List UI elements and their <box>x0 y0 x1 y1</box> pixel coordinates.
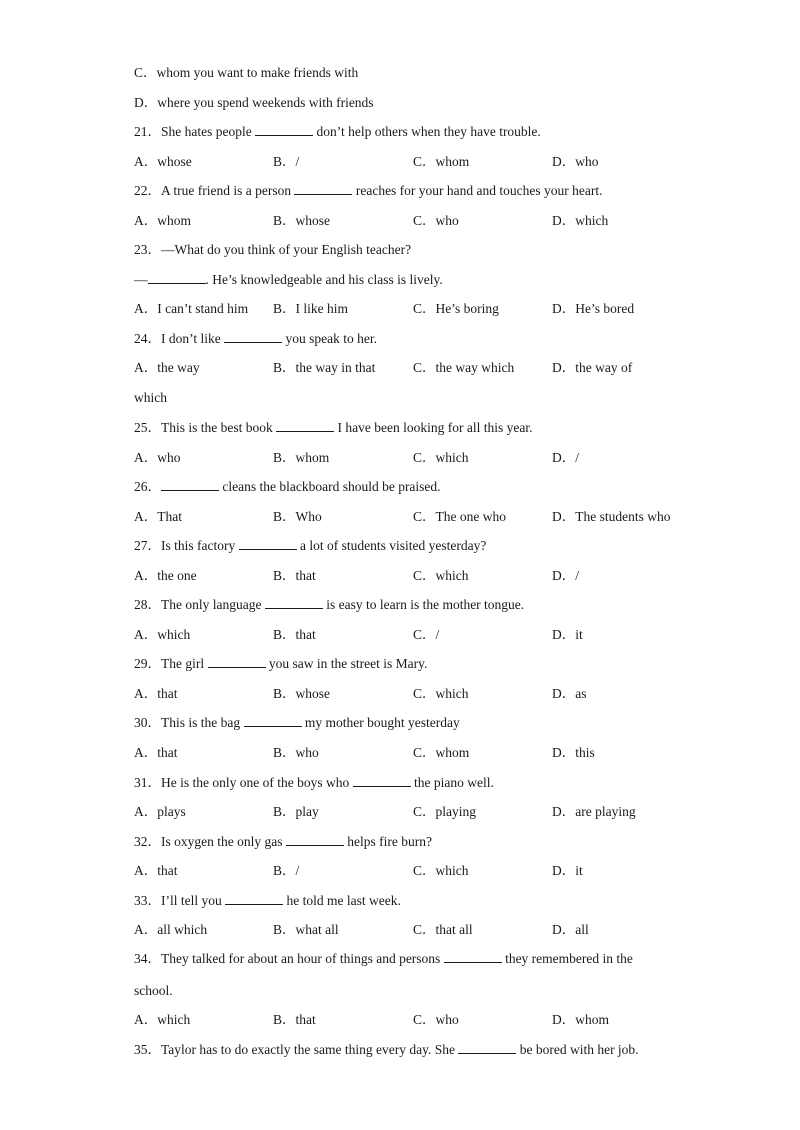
question-text-end: the piano well. <box>410 775 494 790</box>
option-c: C．the way which <box>413 360 515 375</box>
text-line <box>134 389 167 407</box>
option-b: B．/ <box>273 154 300 169</box>
answer-blank[interactable] <box>244 714 302 727</box>
answer-options <box>134 803 694 821</box>
answer-blank[interactable] <box>161 478 219 491</box>
question-text: 28．The only language <box>134 597 265 612</box>
question-line <box>134 182 603 200</box>
question-text-end: cleans the blackboard should be praised. <box>219 479 441 494</box>
question-text: 32．Is oxygen the only gas <box>134 834 286 849</box>
answer-options <box>134 153 694 171</box>
line-text: C．whom you want to make friends with <box>134 65 359 80</box>
question-line <box>134 419 532 437</box>
question-text-end: they remembered in the <box>501 951 633 966</box>
option-a: A．that <box>134 686 178 701</box>
option-b: B．whose <box>273 686 330 701</box>
line-text: D．where you spend weekends with friends <box>134 95 374 110</box>
text-line <box>134 241 411 259</box>
question-line <box>134 833 432 851</box>
answer-options <box>134 359 694 377</box>
text-line <box>134 982 173 1000</box>
question-text-end: helps fire burn? <box>343 834 432 849</box>
question-text: 25．This is the best book <box>134 420 277 435</box>
option-b: B．whose <box>273 213 330 228</box>
option-c: C．which <box>413 863 469 878</box>
question-text-end: be bored with her job. <box>516 1042 639 1057</box>
option-d: D．He’s bored <box>552 301 635 316</box>
text-line <box>134 94 374 112</box>
option-b: B．the way in that <box>273 360 376 375</box>
answer-options <box>134 449 694 467</box>
option-c: C．who <box>413 213 459 228</box>
option-c: C．/ <box>413 627 440 642</box>
option-a: A．who <box>134 450 181 465</box>
option-b: B．what all <box>273 922 339 937</box>
question-line <box>134 123 541 141</box>
option-a: A．the one <box>134 568 197 583</box>
option-d: D．this <box>552 745 595 760</box>
answer-blank[interactable] <box>225 892 283 905</box>
question-line <box>134 950 633 968</box>
option-b: B．/ <box>273 863 300 878</box>
answer-blank[interactable] <box>458 1041 516 1054</box>
question-text-end: . He’s knowledgeable and his class is lively. <box>205 272 443 287</box>
answer-options <box>134 300 694 318</box>
question-text-end: you speak to her. <box>282 331 377 346</box>
option-b: B．I like him <box>273 301 348 316</box>
question-text: 33．I’ll tell you <box>134 893 226 908</box>
question-line <box>134 537 486 555</box>
option-a: A．that <box>134 863 178 878</box>
answer-blank[interactable] <box>444 950 502 963</box>
option-b: B．that <box>273 627 316 642</box>
line-text: 23．—What do you think of your English teacher? <box>134 242 412 257</box>
text-line <box>134 64 358 82</box>
answer-options <box>134 685 694 703</box>
question-text-end: my mother bought yesterday <box>301 715 460 730</box>
option-b: B．Who <box>273 509 322 524</box>
option-c: C．He’s boring <box>413 301 499 316</box>
answer-options <box>134 508 694 526</box>
question-text: 27．Is this factory <box>134 538 239 553</box>
answer-blank[interactable] <box>148 271 206 284</box>
option-c: C．who <box>413 1012 459 1027</box>
question-line <box>134 714 460 732</box>
option-a: A．whose <box>134 154 192 169</box>
option-a: A．all which <box>134 922 208 937</box>
option-d: D．/ <box>552 450 579 465</box>
option-d: D．which <box>552 213 609 228</box>
option-c: C．playing <box>413 804 476 819</box>
answer-options <box>134 212 694 230</box>
question-text: 29．The girl <box>134 656 208 671</box>
option-c: C．which <box>413 686 469 701</box>
option-b: B．whom <box>273 450 330 465</box>
option-b: B．who <box>273 745 319 760</box>
option-d: D．it <box>552 863 583 878</box>
answer-blank[interactable] <box>255 123 313 136</box>
question-line <box>134 478 441 496</box>
option-c: C．which <box>413 568 469 583</box>
answer-options <box>134 567 694 585</box>
question-text: — <box>134 272 148 287</box>
answer-options <box>134 626 694 644</box>
option-d: D．all <box>552 922 589 937</box>
option-c: C．The one who <box>413 509 506 524</box>
option-d: D．/ <box>552 568 579 583</box>
option-b: B．play <box>273 804 319 819</box>
option-c: C．whom <box>413 745 470 760</box>
answer-blank[interactable] <box>294 182 352 195</box>
answer-blank[interactable] <box>224 330 282 343</box>
option-c: C．which <box>413 450 469 465</box>
question-text-end: I have been looking for all this year. <box>334 420 533 435</box>
option-d: D．the way of <box>552 360 633 375</box>
option-b: B．that <box>273 1012 316 1027</box>
answer-blank[interactable] <box>265 596 323 609</box>
question-line <box>134 655 427 673</box>
answer-blank[interactable] <box>208 655 266 668</box>
option-d: D．who <box>552 154 599 169</box>
question-line <box>134 892 401 910</box>
answer-options <box>134 744 694 762</box>
question-text: 35．Taylor has to do exactly the same thing every day. She <box>134 1042 459 1057</box>
option-a: A．plays <box>134 804 186 819</box>
option-a: A．which <box>134 1012 191 1027</box>
question-text: 21．She hates people <box>134 124 256 139</box>
option-d: D．it <box>552 627 583 642</box>
question-line <box>134 596 524 614</box>
question-text-end: reaches for your hand and touches your heart. <box>352 183 603 198</box>
question-line <box>134 330 377 348</box>
question-text: 24．I don’t like <box>134 331 225 346</box>
answer-options <box>134 1011 694 1029</box>
question-line <box>134 774 494 792</box>
option-d: D．as <box>552 686 587 701</box>
answer-blank[interactable] <box>353 774 411 787</box>
option-a: A．I can’t stand him <box>134 301 249 316</box>
question-text-end: you saw in the street is Mary. <box>265 656 428 671</box>
question-text: 22．A true friend is a person <box>134 183 295 198</box>
line-text: which <box>134 390 167 405</box>
question-text: 26． <box>134 479 161 494</box>
option-a: A．which <box>134 627 191 642</box>
answer-blank[interactable] <box>276 419 334 432</box>
option-a: A．That <box>134 509 182 524</box>
option-a: A．the way <box>134 360 200 375</box>
question-text: 34．They talked for about an hour of things and persons <box>134 951 444 966</box>
option-a: A．whom <box>134 213 191 228</box>
option-d: D．whom <box>552 1012 609 1027</box>
option-b: B．that <box>273 568 316 583</box>
option-a: A．that <box>134 745 178 760</box>
option-c: C．whom <box>413 154 470 169</box>
question-line <box>134 1041 639 1059</box>
question-text: 30．This is the bag <box>134 715 244 730</box>
question-text-end: he told me last week. <box>283 893 401 908</box>
option-c: C．that all <box>413 922 473 937</box>
question-line <box>134 271 443 289</box>
question-text-end: is easy to learn is the mother tongue. <box>322 597 525 612</box>
option-d: D．The students who <box>552 509 671 524</box>
option-d: D．are playing <box>552 804 636 819</box>
line-text: school. <box>134 983 173 998</box>
question-text-end: don’t help others when they have trouble. <box>313 124 541 139</box>
answer-blank[interactable] <box>239 537 297 550</box>
answer-options <box>134 921 694 939</box>
answer-options <box>134 862 694 880</box>
answer-blank[interactable] <box>286 833 344 846</box>
question-text-end: a lot of students visited yesterday? <box>296 538 487 553</box>
question-text: 31．He is the only one of the boys who <box>134 775 353 790</box>
